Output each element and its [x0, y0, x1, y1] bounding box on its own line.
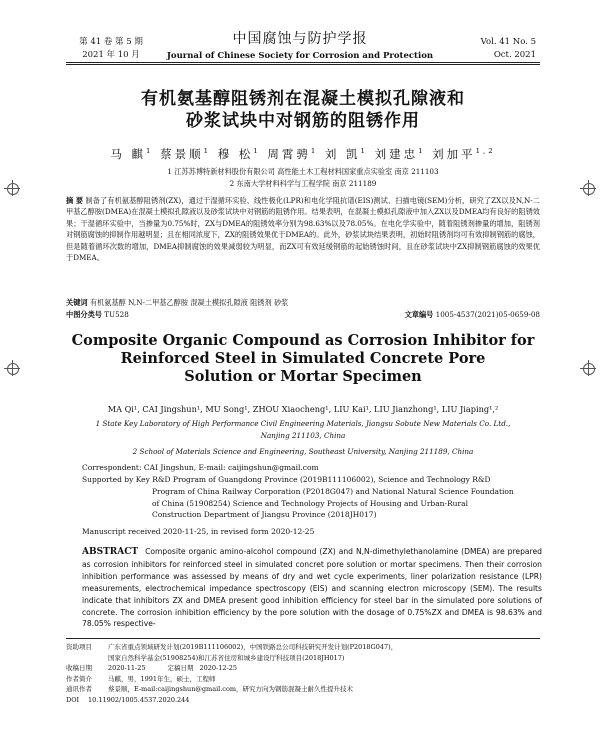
affiliations-en [66, 418, 540, 458]
authors-en: MA Qi¹, CAI Jingshun¹, MU Song¹, ZHOU Xiaocheng¹, LIU Kai¹, LIU Jianzhong¹, LIU Jiaping¹,² [107, 404, 499, 414]
footnote-author [66, 674, 540, 685]
clc-label: 中图分类号 [66, 310, 102, 319]
abstract-en [82, 546, 542, 630]
author-cn: 刘建忠$^1$ [374, 147, 426, 161]
supported-line4: Construction Department of Jiangsu Province (2018JH017) [152, 510, 377, 520]
volume-en: Vol. 41 No. 5 [480, 37, 536, 47]
doc-number [405, 310, 540, 320]
author-bio: 马麒，男，1991年生，硕士，工程师 [108, 674, 216, 683]
volume-cn: 第 41 卷 第 5 期 [79, 37, 143, 47]
author-cn: 刘 凯$^1$ [324, 147, 368, 161]
author-cn: 刘加平$^{1,2}$ [432, 147, 496, 161]
doi-label: DOI [66, 695, 80, 704]
title-cn-line2: 砂浆试块中对钢筋的阻锈作用 [186, 111, 420, 131]
fund-label: 资助项目 [66, 643, 92, 651]
received-date: 2020-11-25 [108, 664, 146, 673]
title-en-line2: Reinforced Steel in Simulated Concrete Pore [120, 350, 486, 367]
author-cn: 穆 松$^1$ [217, 147, 261, 161]
keywords-cn-text: 有机氨基醇 N,N-二甲基乙醇胺 混凝土模拟孔隙液 阻锈剂 砂浆 [89, 298, 289, 307]
registration-mark-left-mid [4, 360, 20, 376]
header-rule [66, 62, 540, 63]
date-en: Oct. 2021 [493, 50, 536, 60]
footnote-corresponding [66, 684, 540, 695]
final-date: 2020-12-25 [199, 664, 237, 673]
header-volume-cn [66, 36, 156, 62]
author-cn: 周霄骋$^1$ [267, 147, 319, 161]
supported-line1: Supported by Key R&D Program of Guangdong Province (2019B111106002), Science and Technology R&D [82, 475, 491, 484]
footnote-fund-cont [66, 653, 540, 664]
affiliation-en-2: 2 School of Materials Science and Engineering, Southeast University, Nanjing 211189, China [132, 447, 474, 456]
abstract-en-text: Composite organic amino-alcohol compound (ZX) and N,N-dimethylethanolamine (DMEA) are prepared as corrosion inhibitors for reinforced steel in simulated concret pore solution or mortar specimens. Then their corrosion inhibition performance was assessed by means of dry and wet cycle experiments, liner polarization resistance (LPR) measurements, electrochemical impedance spectroscopy (EIS) and scanning electron microscopy (SEM). The results indicate that inhibitors ZX and DMEA present good inhibition efficiency for steel bar in the simulated pore solutions of concrete. The corrosion inhibition efficiency by the pore solution with the dosage of 0.75%ZX and DMEA is 98.63% and 78.05% respective- [82, 547, 543, 629]
affiliations-cn [66, 166, 540, 189]
affiliation-cn-1: 1 江苏苏博特新材料股份有限公司 高性能土木工程材料国家重点实验室 南京 211103 [167, 167, 439, 176]
paper-title-en [66, 332, 540, 386]
affiliation-en-1a: 1 State Key Laboratory of High Performance Civil Engineering Materials, Jiangsu Sobute New Materials Co. Ltd., [95, 419, 511, 428]
affiliation-en-1b: Nanjing 211103, China [260, 431, 346, 440]
keywords-cn-label: 关键词 [66, 298, 88, 307]
supported-line2: Program of China Railway Corporation (P2018G047) and National Natural Science Foundation [152, 486, 514, 496]
footnote-fund [66, 642, 540, 653]
authors-cn [66, 146, 540, 162]
date-cn: 2021 年 10 月 [82, 50, 140, 60]
footnote-dates [66, 663, 540, 674]
doi-value[interactable]: 10.11902/1005.4537.2020.244 [88, 695, 190, 704]
author-cn: 马 麒$^1$ [110, 147, 154, 161]
header-rule-2 [66, 64, 540, 65]
received-label: 收稿日期 [66, 664, 92, 673]
header-volume-en [460, 36, 536, 62]
abstract-cn-text: 制备了有机氨基醇阻锈剂(ZX)，通过干湿循环实验、线性极化(LPR)和电化学阻抗谱(EIS)测试、扫描电镜(SEM)分析，研究了ZX以及N,N-二甲基乙醇胺(DMEA)在混凝土模拟孔隙液以及砂浆试块中对钢筋的阻锈作用。结果表明，在混凝土模拟孔隙液中加入ZX以及DMEA均有良好的阻锈效果；干湿循环实验中，当掺量为0.75%时，ZX与DMEA的阻锈效率分别为98.63%以及78.05%。在电化学实验中，随着阻锈剂掺量的增加，阻锈剂对钢筋腐蚀的抑制作用越明显；且在相同浓度下，ZX的阻锈效果优于DMEA的。此外，砂浆试块结果表明，初始时阻锈剂均可有效抑制钢筋的腐蚀，但是随着循环次数的增加，DMEA抑制腐蚀的效果减弱较为明显，而ZX可有效延缓钢筋的起始锈蚀时间，且在砂浆试块中ZX抑制钢筋腐蚀的效果优于DMEA。 [66, 196, 540, 263]
supported-by [82, 474, 522, 521]
author-cn: 蔡景顺$^1$ [160, 147, 211, 161]
corresponding-label: 通讯作者 [66, 685, 92, 694]
abstract-en-label: ABSTRACT [82, 547, 139, 557]
author-bio-label: 作者简介 [66, 674, 92, 683]
affiliation-cn-2: 2 东南大学材料科学与工程学院 南京 211189 [229, 178, 377, 188]
doc-label: 文章编号 [404, 310, 434, 319]
registration-mark-right-mid [580, 360, 596, 376]
footnote-doi [66, 695, 540, 706]
journal-title-cn: 中国腐蚀与防护学报 [232, 31, 368, 47]
abstract-cn-label: 摘 要 [66, 196, 84, 205]
title-cn-line1: 有机氨基醇阻锈剂在混凝土模拟孔隙液和 [141, 89, 465, 109]
paper-title-cn [66, 88, 540, 132]
header-journal [150, 30, 450, 62]
title-en-line1: Composite Organic Compound as Corrosion Inhibitor for [71, 332, 535, 349]
keywords-cn [66, 298, 540, 308]
manuscript-received: Manuscript received 2020-11-25, in revised form 2020-12-25 [82, 527, 315, 536]
fund-line1: 广东省重点领域研发计划(2019B111106002)，中国铁路总公司科技研究开发计划(P2018G047)， [108, 643, 398, 651]
abstract-cn [66, 195, 540, 263]
supported-line3: of China (51908254) Science and Technology Projects of Housing and Urban-Rural [152, 498, 468, 508]
corresponding-info: 蔡景顺，E-mail:caijingshun@gmail.com，研究方向为钢筋混凝土耐久性提升技术 [108, 685, 354, 694]
journal-title-en: Journal of Chinese Society for Corrosion and Protection [166, 51, 434, 61]
registration-mark-left-top [4, 180, 20, 196]
correspondent: Correspondent: CAI Jingshun, E-mail: caijingshun@gmail.com [82, 463, 319, 472]
footnote-rule [66, 638, 540, 639]
classification-cn [66, 310, 540, 320]
final-label: 定稿日期 [167, 664, 194, 673]
clc-code: TU528 [104, 310, 129, 319]
doc-code: 1005-4537(2021)05-0659-08 [435, 310, 540, 319]
title-en-line3: Solution or Mortar Specimen [184, 368, 422, 385]
fund-line2: 国家自然科学基金(51908254)和江苏省住房和城乡建设厅科技项目(2018JH017) [108, 653, 345, 662]
footnotes [66, 642, 540, 706]
registration-mark-right-top [580, 180, 596, 196]
